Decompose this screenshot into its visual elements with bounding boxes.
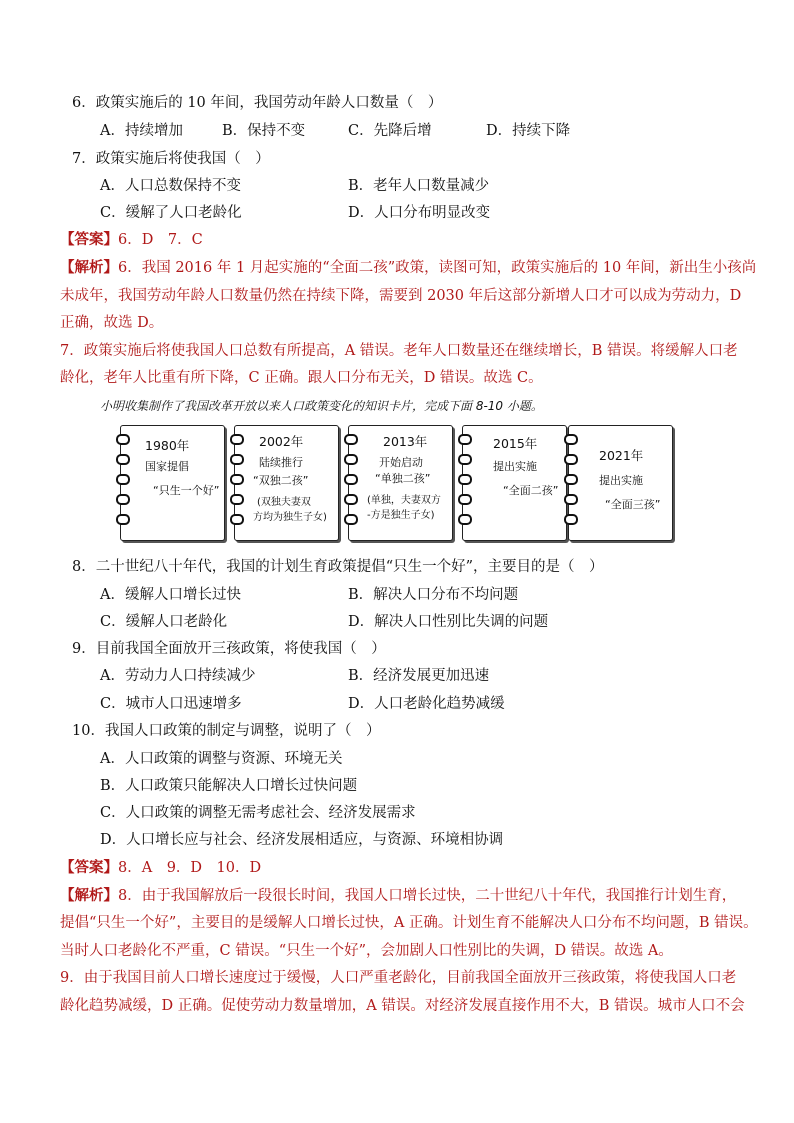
- question-8-stem: 8．二十世纪八十年代，我国的计划生育政策提倡“只生一个好”，主要目的是（ ）: [72, 559, 604, 575]
- q10-option-d: D．人口增长应与社会、经济发展相适应，与资源、环境相协调: [100, 832, 504, 848]
- q9-option-a: A．劳动力人口持续减少: [100, 668, 256, 684]
- question-6-stem: 6．政策实施后的 10 年间，我国劳动年龄人口数量（ ）: [72, 95, 443, 111]
- analysis-block-2-line-1: [60, 886, 736, 906]
- ring-binding-icon: [344, 432, 356, 532]
- question-7-stem: 7．政策实施后将使我国（ ）: [72, 151, 270, 167]
- policy-cards: [120, 425, 675, 543]
- card-line-2: “全面二孩”: [503, 484, 559, 497]
- ring-binding-icon: [458, 432, 470, 532]
- policy-card-2015: [462, 425, 567, 541]
- card-line-1: 提出实施: [493, 460, 537, 473]
- card-note-2: 方均为独生子女): [253, 512, 327, 523]
- analysis-line: 7．政策实施后将使我国人口总数有所提高，A 错误。老年人口数量还在继续增长，B 错误。将缓解人口老: [60, 343, 738, 359]
- q9-option-c: C．城市人口迅速增多: [100, 696, 242, 712]
- policy-card-2021: [568, 425, 673, 541]
- answer-text: 6．D 7．C: [118, 232, 203, 248]
- q7-option-a: A．人口总数保持不变: [100, 178, 241, 194]
- answer-block-1: [60, 230, 203, 250]
- card-line-2: “只生一个好”: [153, 484, 220, 497]
- question-9-stem: 9．目前我国全面放开三孩政策，将使我国（ ）: [72, 641, 386, 657]
- card-year: 2013年: [383, 434, 428, 449]
- q8-option-b: B．解决人口分布不均问题: [348, 587, 519, 603]
- card-line-2: “全面三孩”: [605, 498, 661, 511]
- analysis-line: 正确，故选 D。: [60, 315, 164, 331]
- policy-card-2013: [348, 425, 453, 541]
- analysis-text: 8．由于我国解放后一段很长时间，我国人口增长过快，二十世纪八十年代，我国推行计划生育，: [118, 888, 737, 904]
- card-line-1: 陆续推行: [259, 456, 303, 469]
- q6-option-c: C．先降后增: [348, 123, 432, 139]
- q10-option-c: C．人口政策的调整无需考虑社会、经济发展需求: [100, 805, 416, 821]
- ring-binding-icon: [116, 432, 128, 532]
- analysis-line: 提倡“只生一个好”，主要目的是缓解人口增长过快，A 正确。计划生育不能解决人口分布不均问题，B 错误。: [60, 915, 758, 931]
- answer-block-2: [60, 858, 261, 878]
- answer-tag: 【答案】: [60, 859, 118, 876]
- q8-option-a: A．缓解人口增长过快: [100, 587, 241, 603]
- card-line-2: “单独二孩”: [375, 472, 431, 485]
- card-year: 1980年: [145, 438, 190, 453]
- analysis-text: 6．我国 2016 年 1 月起实施的“全面二孩”政策，读图可知，政策实施后的 10 年间，新出生小孩尚: [118, 260, 757, 276]
- analysis-tag: 【解析】: [60, 887, 118, 904]
- card-year: 2015年: [493, 436, 538, 451]
- q7-option-d: D．人口分布明显改变: [348, 205, 491, 221]
- q9-option-d: D．人口老龄化趋势减缓: [348, 696, 505, 712]
- analysis-line: 龄化，老年人比重有所下降，C 正确。跟人口分布无关，D 错误。故选 C。: [60, 370, 543, 386]
- q10-option-b: B．人口政策只能解决人口增长过快问题: [100, 778, 358, 794]
- policy-card-2002: [234, 425, 339, 541]
- card-note-1: (双独夫妻双: [257, 497, 311, 508]
- q10-option-a: A．人口政策的调整与资源、环境无关: [100, 751, 343, 767]
- card-year: 2021年: [599, 448, 644, 463]
- ring-binding-icon: [230, 432, 242, 532]
- q9-option-b: B．经济发展更加迅速: [348, 668, 490, 684]
- card-line-1: 提出实施: [599, 474, 643, 487]
- q6-option-a: A．持续增加: [100, 123, 183, 139]
- analysis-line: 9．由于我国目前人口增长速度过于缓慢，人口严重老龄化，目前我国全面放开三孩政策，将使我国人口老: [60, 970, 737, 986]
- analysis-line: 龄化趋势减缓，D 正确。促使劳动力数量增加，A 错误。对经济发展直接作用不大，B 错误。城市人口不会: [60, 998, 745, 1014]
- q8-option-c: C．缓解人口老龄化: [100, 614, 228, 630]
- q8-option-d: D．解决人口性别比失调的问题: [348, 614, 549, 630]
- intro-note: 小明收集制作了我国改革开放以来人口政策变化的知识卡片，完成下面 8-10 小题。: [100, 399, 543, 413]
- analysis-line: 未成年，我国劳动年龄人口数量仍然在持续下降，需要到 2030 年后这部分新增人口才可以成为劳动力，D: [60, 288, 742, 304]
- card-year: 2002年: [259, 434, 304, 449]
- question-10-stem: 10．我国人口政策的制定与调整，说明了（ ）: [72, 723, 381, 739]
- card-note-2: -方是独生子女): [367, 510, 435, 521]
- answer-text: 8．A 9．D 10．D: [118, 860, 262, 876]
- q6-option-b: B．保持不变: [222, 123, 306, 139]
- q7-option-c: C．缓解了人口老龄化: [100, 205, 242, 221]
- analysis-block-1-line-1: [60, 258, 756, 278]
- answer-tag: 【答案】: [60, 231, 118, 248]
- card-note-1: (单独，夫妻双方: [367, 495, 441, 506]
- card-line-2: “双独二孩”: [253, 474, 309, 487]
- q7-option-b: B．老年人口数量减少: [348, 178, 490, 194]
- q6-option-d: D．持续下降: [486, 123, 571, 139]
- policy-card-1980: [120, 425, 225, 541]
- ring-binding-icon: [564, 432, 576, 532]
- analysis-line: 当时人口老龄化不严重，C 错误。“只生一个好”，会加剧人口性别比的失调，D 错误。故选 A。: [60, 943, 673, 959]
- card-line-1: 国家提倡: [145, 460, 189, 473]
- analysis-tag: 【解析】: [60, 259, 118, 276]
- card-line-1: 开始启动: [379, 456, 423, 469]
